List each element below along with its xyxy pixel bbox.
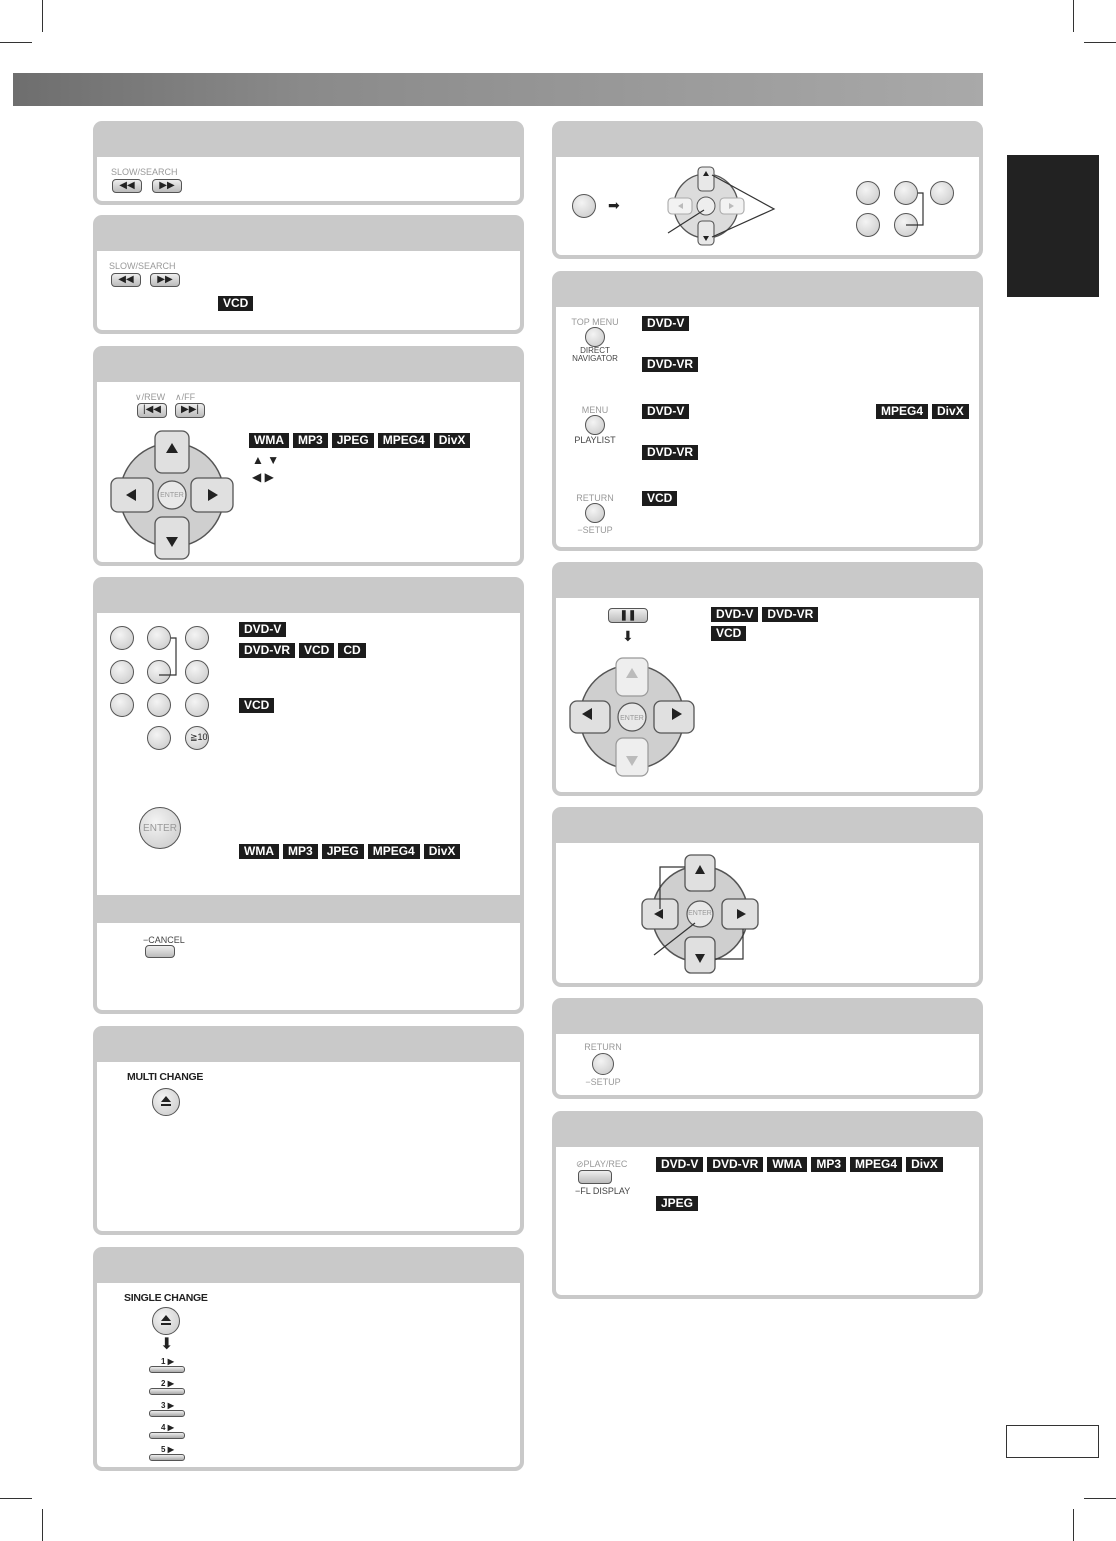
- menu-button[interactable]: [585, 415, 605, 435]
- tags-row: [239, 643, 366, 658]
- setup-label: −SETUP: [585, 1077, 621, 1087]
- number-button[interactable]: [147, 693, 171, 717]
- tags-row: [656, 1157, 943, 1172]
- top-menu-button[interactable]: [585, 327, 605, 347]
- skip-back-button[interactable]: |◀◀: [137, 403, 167, 418]
- number-button[interactable]: [185, 693, 209, 717]
- panel-header: [97, 125, 520, 157]
- fl-display-label: −FL DISPLAY: [575, 1186, 631, 1196]
- crop-mark: [42, 1509, 43, 1541]
- panel-header: [97, 1251, 520, 1283]
- panel-header: [97, 581, 520, 613]
- panel-slow: [93, 215, 524, 334]
- slow-search-label: SLOW/SEARCH: [109, 261, 176, 271]
- tag-dvd-vr: DVD-VR: [642, 445, 698, 460]
- panel-header: [97, 350, 520, 382]
- panel-menus: [552, 271, 983, 551]
- tags-row: [876, 404, 969, 419]
- panel-numbers: [93, 577, 524, 1014]
- rewind-button[interactable]: ◀◀: [111, 273, 141, 287]
- panel-header: [556, 1002, 979, 1034]
- tags-row: [239, 698, 274, 713]
- menu-label: MENU: [581, 405, 609, 415]
- return-button[interactable]: [585, 503, 605, 523]
- panel-display: [552, 1111, 983, 1299]
- number-button[interactable]: [147, 726, 171, 750]
- eject-icon: [152, 1307, 180, 1335]
- panel-header: [556, 811, 979, 843]
- sub-header: [97, 895, 520, 923]
- down-arrow-icon: ⬇: [160, 1336, 174, 1353]
- number-button[interactable]: [110, 693, 134, 717]
- return-label: RETURN: [584, 1042, 622, 1052]
- single-change-label: SINGLE CHANGE: [124, 1292, 208, 1304]
- play-rec-label: ⊘PLAY/REC: [576, 1159, 628, 1169]
- enter-label: ENTER: [620, 715, 644, 722]
- tag-cd: CD: [338, 643, 365, 658]
- return-label: RETURN: [576, 493, 614, 503]
- return-button[interactable]: [592, 1053, 614, 1075]
- tag-dvd-v: DVD-V: [642, 404, 689, 419]
- tags-row: [711, 626, 746, 641]
- cancel-button[interactable]: [145, 945, 175, 958]
- down-arrow-icon: ⬇: [622, 628, 634, 644]
- panel-return: [552, 998, 983, 1099]
- up-down-arrows-icon: ▲ ▼: [252, 453, 280, 467]
- tag-mp3: MP3: [283, 844, 318, 859]
- tag-dvd-v: DVD-V: [656, 1157, 703, 1172]
- panel-header: [97, 1030, 520, 1062]
- tag-mpeg4: MPEG4: [368, 844, 420, 859]
- tags-row: [656, 1196, 698, 1211]
- rewind-button[interactable]: ◀◀: [112, 179, 142, 193]
- tags-row: [239, 622, 286, 637]
- disc-2-button[interactable]: [149, 1388, 185, 1395]
- tag-divx: DivX: [434, 433, 471, 448]
- number-button[interactable]: [110, 660, 134, 684]
- title-banner: [13, 73, 983, 106]
- panel-header: [556, 566, 979, 598]
- panel-header: [97, 219, 520, 251]
- disc-5-button[interactable]: [149, 1454, 185, 1461]
- tag-dvd-v: DVD-V: [642, 316, 689, 331]
- tag-mp3: MP3: [293, 433, 328, 448]
- right-arrow-icon: ➡: [608, 197, 620, 213]
- tags-row: [239, 844, 460, 859]
- number-button[interactable]: [856, 213, 880, 237]
- panel-header: [556, 1115, 979, 1147]
- fast-forward-button[interactable]: ▶▶: [150, 273, 180, 287]
- number-button[interactable]: [147, 626, 171, 650]
- disc-label: 2 ▶: [161, 1379, 174, 1388]
- tag-jpeg: JPEG: [656, 1196, 698, 1211]
- number-button[interactable]: [894, 181, 918, 205]
- language-tab: [1007, 155, 1099, 297]
- ten-plus-label: ≧10: [190, 732, 208, 742]
- disc-4-button[interactable]: [149, 1432, 185, 1439]
- tags-row: [642, 316, 689, 331]
- rew-label: ∨/REW: [135, 392, 166, 402]
- panel-single-change: [93, 1247, 524, 1471]
- tag-wma: WMA: [249, 433, 289, 448]
- tags-row: [642, 357, 698, 372]
- disc-label: 1 ▶: [161, 1357, 174, 1366]
- eject-icon: [152, 1088, 180, 1116]
- tags-row: [711, 607, 818, 622]
- multi-change-label: MULTI CHANGE: [127, 1071, 204, 1083]
- panel-cursor-select: [552, 121, 983, 259]
- enter-label: ENTER: [160, 492, 184, 499]
- number-button[interactable]: [856, 181, 880, 205]
- tag-dvd-vr: DVD-VR: [239, 643, 295, 658]
- file-tags: [249, 433, 470, 448]
- tag-vcd: VCD: [239, 698, 274, 713]
- disc-label: 4 ▶: [161, 1423, 174, 1432]
- setup-label: −SETUP: [577, 525, 613, 535]
- tag-wma: WMA: [767, 1157, 807, 1172]
- crop-mark: [42, 0, 43, 32]
- cancel-label: −CANCEL: [143, 935, 185, 945]
- crop-mark: [1073, 1509, 1074, 1541]
- tag-dvd-v: DVD-V: [711, 607, 758, 622]
- tag-divx: DivX: [424, 844, 461, 859]
- disc-tags: [218, 296, 253, 311]
- tag-vcd: VCD: [642, 491, 677, 506]
- page-number-box: [1006, 1425, 1099, 1458]
- tag-dvd-vr: DVD-VR: [642, 357, 698, 372]
- tags-row: [642, 445, 698, 460]
- connector-line: [918, 193, 958, 233]
- tag-dvd-vr: DVD-VR: [707, 1157, 763, 1172]
- menu-button[interactable]: [572, 194, 596, 218]
- crop-mark: [1084, 42, 1116, 43]
- panel-header: [556, 275, 979, 307]
- ff-label: ∧/FF: [175, 392, 196, 402]
- tag-vcd: VCD: [299, 643, 334, 658]
- tag-mpeg4: MPEG4: [876, 404, 928, 419]
- crop-mark: [0, 42, 32, 43]
- number-button[interactable]: [110, 626, 134, 650]
- tags-row: [642, 404, 689, 419]
- small-cursor-pad: [664, 163, 804, 253]
- crop-mark: [1084, 1498, 1116, 1499]
- skip-forward-button[interactable]: ▶▶|: [175, 403, 205, 418]
- number-button[interactable]: [147, 660, 171, 684]
- panel-header: [556, 125, 979, 157]
- tag-wma: WMA: [239, 844, 279, 859]
- panel-frame: [552, 562, 983, 796]
- pause-button[interactable]: ❚❚: [608, 608, 648, 623]
- cursor-pad: [640, 851, 800, 991]
- panel-skip: [93, 346, 524, 566]
- panel-search: [93, 121, 524, 205]
- connector-line: [171, 638, 211, 678]
- disc-label: 5 ▶: [161, 1445, 174, 1454]
- disc-3-button[interactable]: [149, 1410, 185, 1417]
- tag-mpeg4: MPEG4: [850, 1157, 902, 1172]
- tag-mp3: MP3: [811, 1157, 846, 1172]
- panel-navigation: [552, 807, 983, 987]
- crop-mark: [0, 1498, 32, 1499]
- tag-dvd-vr: DVD-VR: [762, 607, 818, 622]
- slow-search-label: SLOW/SEARCH: [111, 167, 178, 177]
- tag-jpeg: JPEG: [332, 433, 374, 448]
- panel-multi-change: [93, 1026, 524, 1235]
- crop-mark: [1073, 0, 1074, 32]
- tag-divx: DivX: [932, 404, 969, 419]
- top-menu-label: TOP MENU: [571, 317, 619, 327]
- direct-navigator-label: DIRECT NAVIGATOR: [572, 346, 618, 363]
- tag-vcd: VCD: [711, 626, 746, 641]
- fast-forward-button[interactable]: ▶▶: [152, 179, 182, 193]
- disc-1-button[interactable]: [149, 1366, 185, 1373]
- tag-dvd-v: DVD-V: [239, 622, 286, 637]
- enter-label: ENTER: [688, 910, 712, 917]
- playlist-label: PLAYLIST: [574, 435, 616, 445]
- tag-mpeg4: MPEG4: [378, 433, 430, 448]
- play-rec-button[interactable]: [578, 1170, 612, 1184]
- enter-label: ENTER: [143, 823, 177, 834]
- tag-vcd: VCD: [218, 296, 253, 311]
- tag-divx: DivX: [906, 1157, 943, 1172]
- left-right-arrows-icon: ◀ ▶: [252, 470, 274, 484]
- disc-label: 3 ▶: [161, 1401, 174, 1410]
- tag-jpeg: JPEG: [322, 844, 364, 859]
- tags-row: [642, 491, 677, 506]
